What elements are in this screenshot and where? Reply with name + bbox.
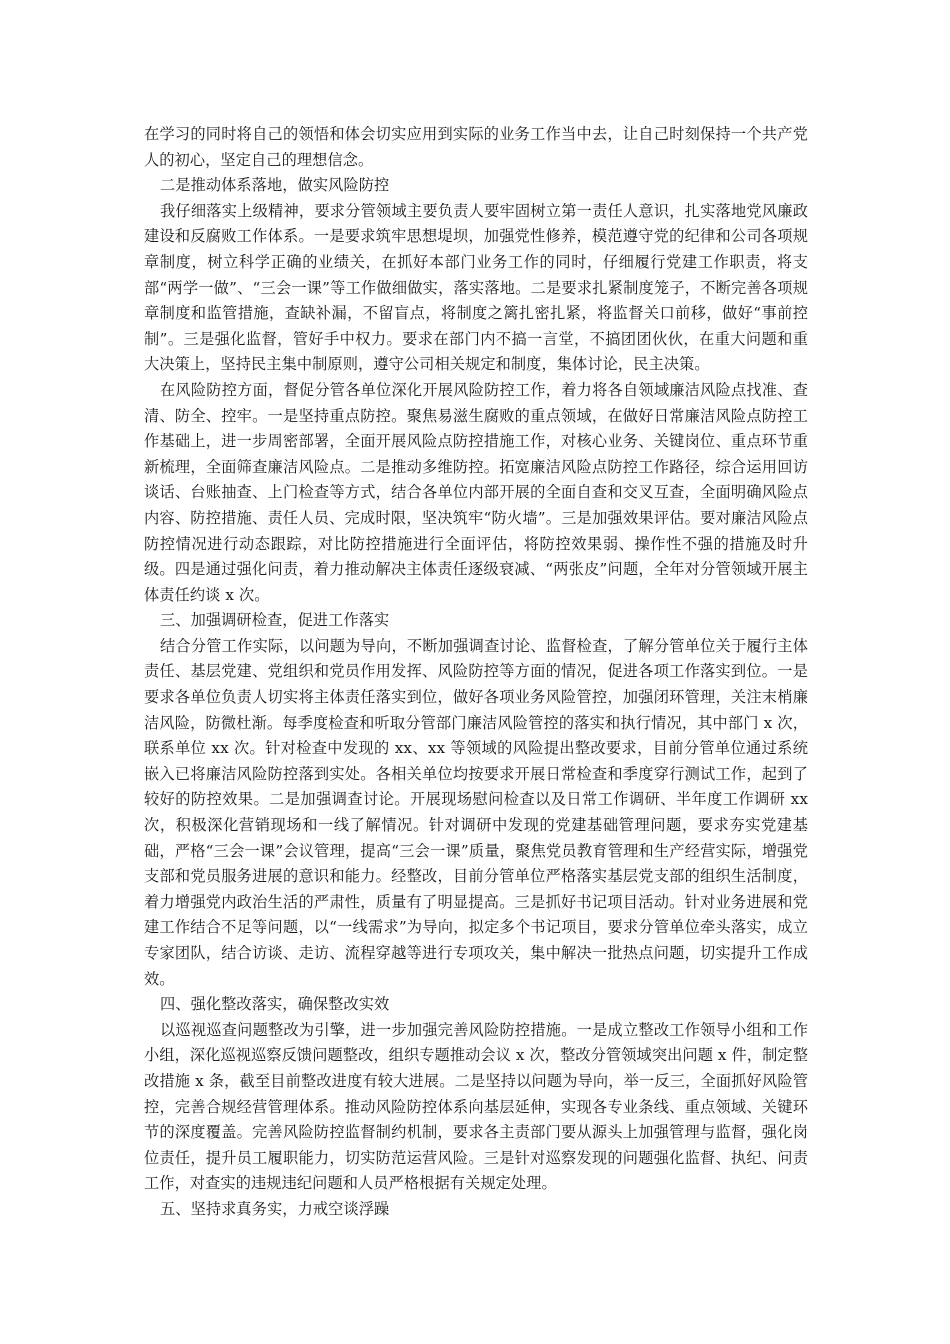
paragraph-system-implementation: 我仔细落实上级精神，要求分管领域主要负责人要牢固树立第一责任人意识，扎实落地党风廉政建设和反腐败工作体系。一是要求筑牢思想堤坝，加强党性修养，模范遵守党的纪律和公司各项规章制度，树立科学正确的业绩关，在抓好本部门业务工作的同时，仔细履行党建工作职责，将支部“两学一做”、“三会一课”等工作做细做实，落实落地。二是要求扎紧制度笼子，不断完善各项规章制度和监管措施，查缺补漏，不留盲点，将制度之篱扎密扎紧，将监督关口前移，做好“事前控制”。三是强化监督，管好手中权力。要求在部门内不搞一言堂，不搞团团伙伙，在重大问题和重大决策上，坚持民主集中制原则，遵守公司相关规定和制度，集体讨论，民主决策。 — [144, 201, 808, 374]
section-heading-2: 二是推动体系落地，做实风险防控 — [160, 176, 390, 195]
paragraph-intro-continuation: 在学习的同时将自己的领悟和体会切实应用到实际的业务工作当中去，让自己时刻保持一个共产党人的初心，坚定自己的理想信念。 — [144, 125, 808, 169]
document-page — [144, 122, 808, 1223]
paragraph-research-inspection: 结合分管工作实际，以问题为导向，不断加强调查讨论、监督检查，了解分管单位关于履行主体责任、基层党建、党组织和党员作用发挥、风险防控等方面的情况，促进各项工作落实到位。一是要求各单位负责人切实将主体责任落实到位，做好各项业务风险管控，加强闭环管理，关注末梢廉洁风险，防微杜渐。每季度检查和听取分管部门廉洁风险管控的落实和执行情况，其中部门 x 次，联系单位 xx 次。针对检查中发现的 xx、xx 等领域的风险提出整改要求，目前分管单位通过系统嵌入已将廉洁风险防控落到实处。各相关单位均按要求开展日常检查和季度穿行测试工作，起到了较好的防控效果。二是加强调查讨论。开展现场慰问检查以及日常工作调研、半年度工作调研 xx 次，积极深化营销现场和一线了解情况。针对调研中发现的党建基础管理问题，要求夯实党建基础，严格“三会一课”会议管理，提高“三会一课”质量，聚焦党员教育管理和生产经营实际，增强党支部和党员服务进展的意识和能力。经整改，目前分管单位严格落实基层党支部的组织生活制度，着力增强党内政治生活的严肃性，质量有了明显提高。三是抓好书记项目活动。针对业务进展和党建工作结合不足等问题，以“一线需求”为导向，拟定多个书记项目，要求分管单位牵头落实，成立专家团队，结合访谈、走访、流程穿越等进行专项攻关，集中解决一批热点问题，切实提升工作成效。 — [144, 636, 808, 988]
section-heading-5: 五、坚持求真务实，力戒空谈浮躁 — [160, 1199, 390, 1218]
paragraph-rectification: 以巡视巡查问题整改为引擎，进一步加强完善风险防控措施。一是成立整改工作领导小组和工作小组，深化巡视巡察反馈问题整改，组织专题推动会议 x 次，整改分管领域突出问题 x 件，制定整改措施 x 条，截至目前整改进度有较大进展。二是坚持以问题为导向，举一反三，全面抓好风险管控，完善合规经营管理体系。推动风险防控体系向基层延伸，实现各专业条线、重点领域、关键环节的深度覆盖。完善风险防控监督制约机制，要求各主责部门要从源头上加强管理与监督，强化岗位责任，提升员工履职能力，切实防范运营风险。三是针对巡察发现的问题强化监督、执纪、问责工作，对查实的违规违纪问题和人员严格根据有关规定处理。 — [144, 1020, 808, 1193]
section-heading-3: 三、加强调研检查，促进工作落实 — [160, 611, 390, 630]
paragraph-risk-control: 在风险防控方面，督促分管各单位深化开展风险防控工作，着力将各自领域廉洁风险点找准、查清、防全、控牢。一是坚持重点防控。聚焦易滋生腐败的重点领域，在做好日常廉洁风险点防控工作基础上，进一步周密部署，全面开展风险点防控措施工作，对核心业务、关键岗位、重点环节重新梳理，全面筛查廉洁风险点。二是推动多维防控。拓宽廉洁风险点防控工作路径，综合运用回访谈话、台账抽查、上门检查等方式，结合各单位内部开展的全面自查和交叉互查，全面明确风险点内容、防控措施、责任人员、完成时限，坚决筑牢“防火墙”。三是加强效果评估。要对廉洁风险点防控情况进行动态跟踪，对比防控措施进行全面评估，将防控效果弱、操作性不强的措施及时升级。四是通过强化问责，着力推动解决主体责任逐级衰减、“两张皮”问题，全年对分管领域开展主体责任约谈 x 次。 — [144, 380, 808, 604]
section-heading-4: 四、强化整改落实，确保整改实效 — [160, 995, 390, 1014]
